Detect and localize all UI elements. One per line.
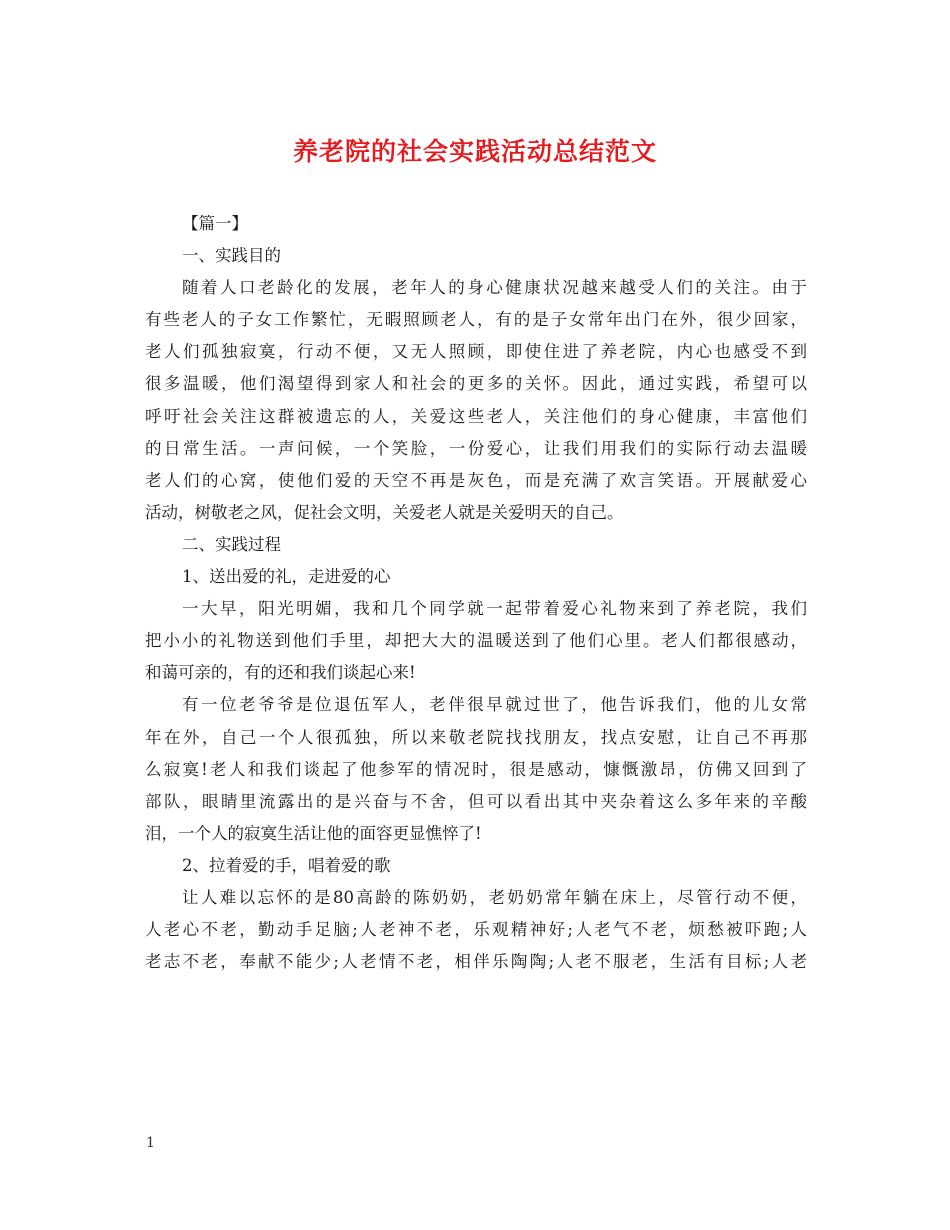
paragraph-line: 人老心不老，勤动手足脑;人老神不老，乐观精神好;人老气不老，烦愁被吓跑;人 — [145, 920, 807, 940]
paragraph-line: 老志不老，奉献不能少;人老情不老，相伴乐陶陶;人老不服老，生活有目标;人老 — [145, 952, 807, 972]
section-heading-process: 二、实践过程 — [182, 534, 281, 554]
paragraph-line: 呼吁社会关注这群被遗忘的人，关爱这些老人，关注他们的身心健康，丰富他们 — [145, 406, 807, 426]
paragraph-line: 和蔼可亲的，有的还和我们谈起心来! — [145, 663, 416, 683]
paragraph-line: 泪，一个人的寂寞生活让他的面容更显憔悴了! — [145, 823, 482, 843]
paragraph-line: 部队，眼睛里流露出的是兴奋与不舍，但可以看出其中夹杂着这么多年来的辛酸 — [145, 791, 807, 811]
paragraph-line: 把小小的礼物送到他们手里，却把大大的温暖送到了他们心里。老人们都很感动， — [145, 631, 807, 651]
subsection-heading-songs: 2、拉着爱的手，唱着爱的歌 — [182, 855, 391, 875]
paragraph-line: 随着人口老龄化的发展，老年人的身心健康状况越来越受人们的关注。由于 — [182, 278, 807, 298]
document-title: 养老院的社会实践活动总结范文 — [292, 137, 657, 166]
paragraph-line: 么寂寞!老人和我们谈起了他参军的情况时，很是感动，慷慨激昂，仿佛又回到了 — [145, 759, 807, 779]
page-number: 1 — [146, 1135, 155, 1151]
paragraph-line: 让人难以忘怀的是80高龄的陈奶奶，老奶奶常年躺在床上，尽管行动不便， — [182, 887, 807, 907]
paragraph-line: 很多温暖，他们渴望得到家人和社会的更多的关怀。因此，通过实践，希望可以 — [145, 374, 807, 394]
section-heading-purpose: 一、实践目的 — [182, 246, 281, 266]
paragraph-line: 有些老人的子女工作繁忙，无暇照顾老人，有的是子女常年出门在外，很少回家， — [145, 310, 807, 330]
paragraph-line: 活动，树敬老之风，促社会文明，关爱老人就是关爱明天的自己。 — [145, 502, 624, 522]
paragraph-line: 老人们的心窝，使他们爱的天空不再是灰色，而是充满了欢言笑语。开展献爱心 — [145, 470, 807, 490]
paragraph-line: 的日常生活。一声问候，一个笑脸，一份爱心，让我们用我们的实际行动去温暖 — [145, 438, 807, 458]
subsection-heading-gifts: 1、送出爱的礼，走进爱的心 — [182, 567, 391, 587]
paragraph-line: 一大早，阳光明媚，我和几个同学就一起带着爱心礼物来到了养老院，我们 — [182, 599, 807, 619]
section-heading-part-one: 【篇一】 — [182, 214, 248, 233]
paragraph-line: 年在外，自己一个人很孤独，所以来敬老院找找朋友，找点安慰，让自己不再那 — [145, 727, 807, 747]
document-body — [145, 208, 807, 978]
paragraph-line: 老人们孤独寂寞，行动不便，又无人照顾，即使住进了养老院，内心也感受不到 — [145, 342, 807, 362]
paragraph-line: 有一位老爷爷是位退伍军人，老伴很早就过世了，他告诉我们，他的儿女常 — [182, 695, 807, 715]
